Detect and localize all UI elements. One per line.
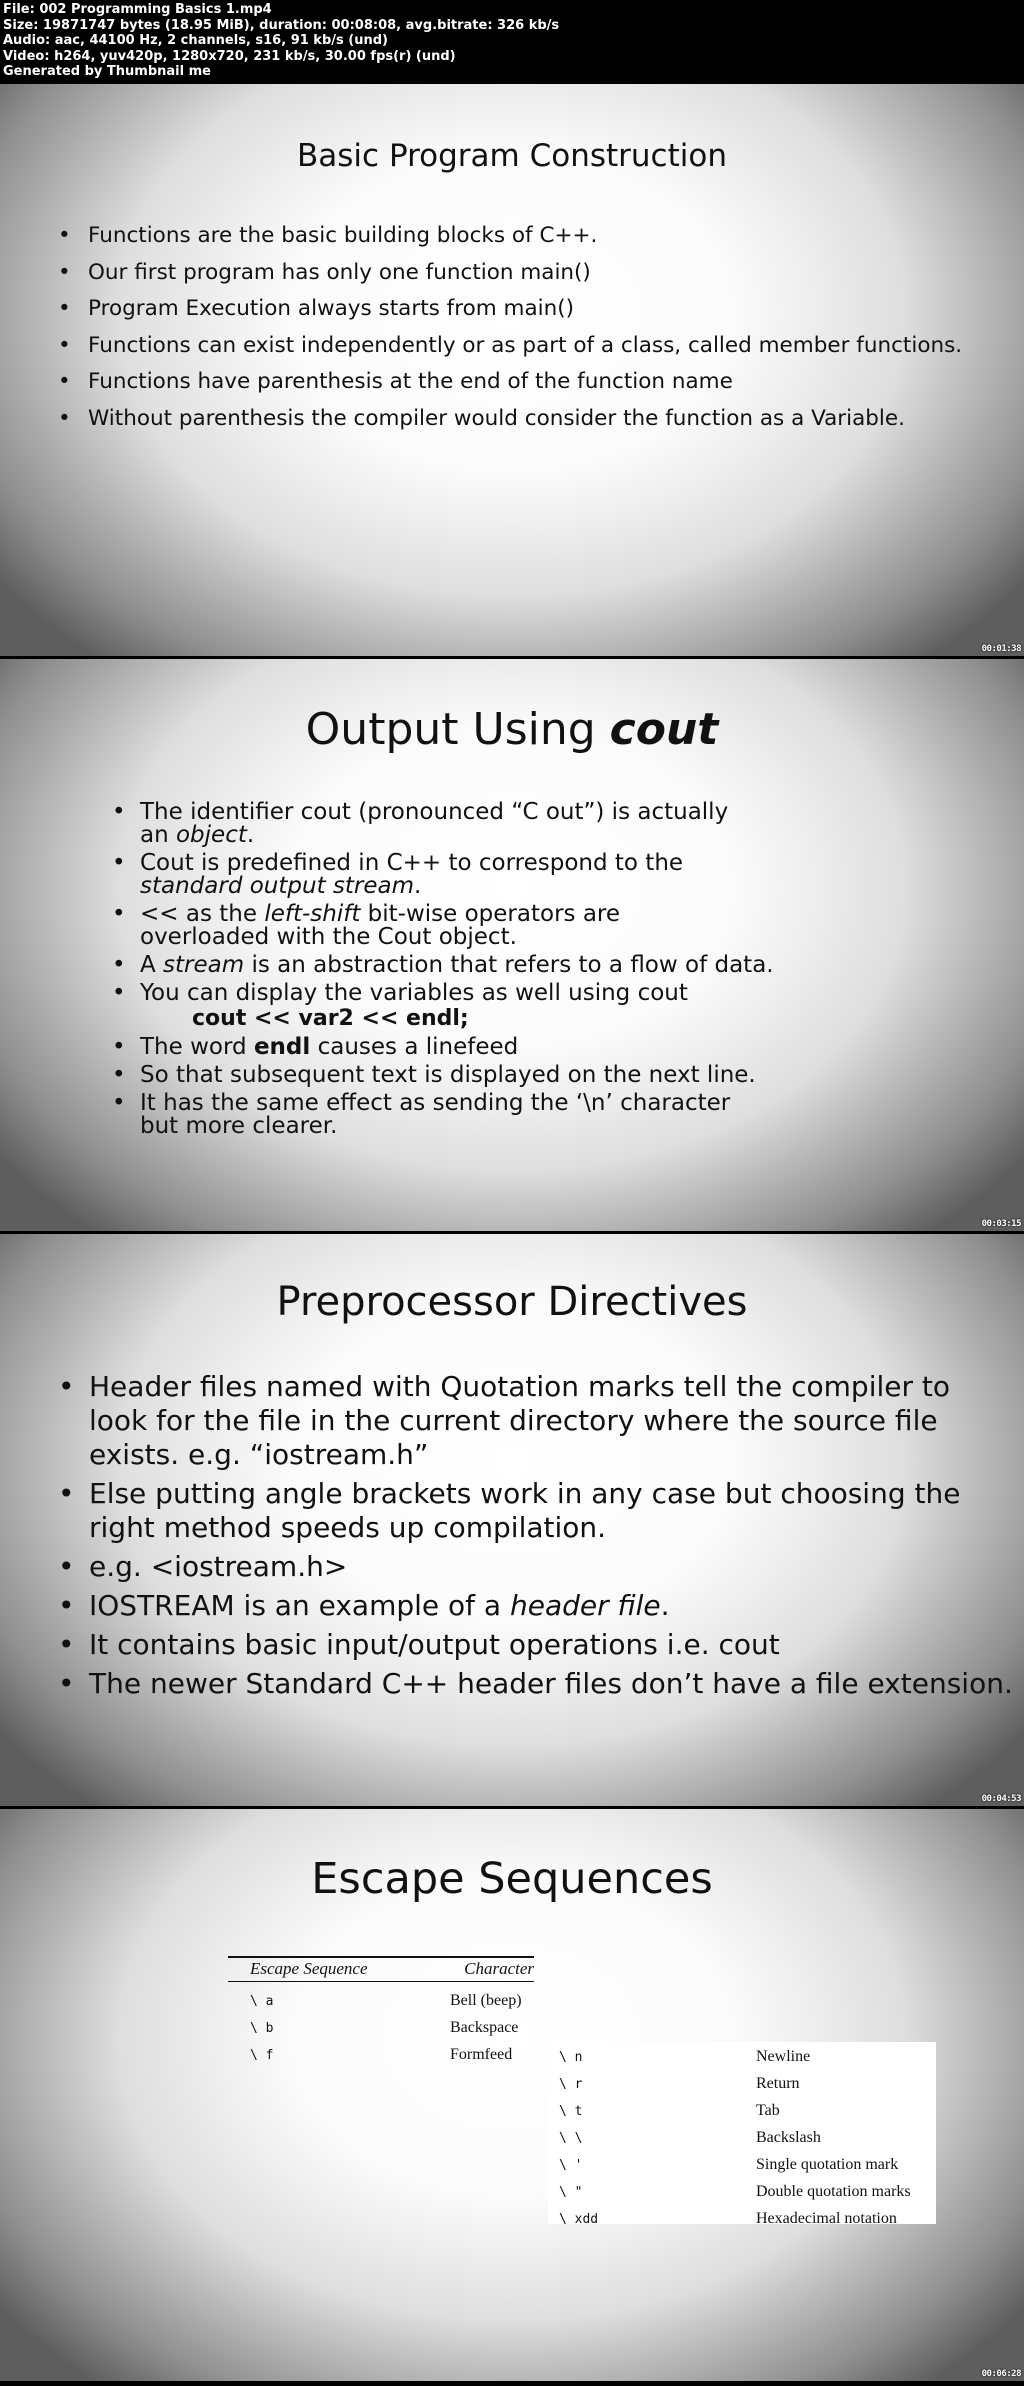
list-item: • Program Execution always starts from main() bbox=[58, 295, 962, 332]
list-item: • It has the same effect as sending the ‘\n’ character but more clearer. bbox=[112, 1092, 760, 1138]
slide-title: Basic Program Construction bbox=[297, 138, 727, 174]
bullet-emphasis: standard output stream bbox=[140, 873, 415, 899]
table-header-rule bbox=[228, 1981, 534, 1982]
table-row bbox=[548, 2075, 936, 2102]
size-info-line: Size: 19871747 bytes (18.95 MiB), duration: 00:08:08, avg.bitrate: 326 kb/s bbox=[3, 17, 560, 33]
list-item bbox=[112, 1036, 820, 1059]
frame-timestamp: 00:04:53 bbox=[981, 1794, 1021, 1804]
list-item: • e.g. <iostream.h> bbox=[58, 1550, 1013, 1584]
table-row bbox=[228, 1992, 534, 2019]
frame-timestamp: 00:03:15 bbox=[981, 1219, 1021, 1229]
escape-code: \ " bbox=[559, 2185, 583, 2200]
bullet-emphasis: left-shift bbox=[264, 901, 361, 927]
escape-meaning: Newline bbox=[756, 2048, 811, 2065]
list-item bbox=[112, 954, 820, 977]
table-row bbox=[548, 2183, 936, 2210]
list-item: • Header files named with Quotation marks tell the compiler to look for the file in the current directory where the source file exists. e.g. “iostream.h” bbox=[58, 1370, 994, 1472]
slide-title: Preprocessor Directives bbox=[276, 1279, 748, 1325]
escape-code: \ a bbox=[250, 1994, 274, 2009]
table-row bbox=[548, 2210, 936, 2237]
table-row bbox=[548, 2102, 936, 2129]
bullet-text: The word bbox=[140, 1034, 254, 1060]
bullet-text: Cout is predefined in C++ to correspond to the bbox=[140, 850, 684, 876]
escape-code: \ r bbox=[559, 2077, 583, 2092]
table-row bbox=[548, 2156, 936, 2183]
list-item: • You can display the variables as well using cout bbox=[112, 982, 820, 1005]
generator-info-line: Generated by Thumbnail me bbox=[3, 64, 211, 80]
escape-code: \ n bbox=[559, 2050, 583, 2065]
escape-code: \ xdd bbox=[559, 2212, 599, 2227]
bullet-emphasis: endl bbox=[253, 1034, 311, 1060]
bullet-text: . bbox=[246, 822, 255, 848]
list-item: • So that subsequent text is displayed on the next line. bbox=[112, 1064, 820, 1087]
slide-escape-sequences bbox=[0, 1809, 1024, 2381]
thumbnail-info-header bbox=[0, 0, 1024, 84]
table-row bbox=[228, 2046, 534, 2073]
list-item: • It contains basic input/output operations i.e. cout bbox=[58, 1628, 1013, 1662]
bullet-text: bit-wise operators are overloaded with the Cout object. bbox=[140, 901, 621, 950]
escape-code: \ \ bbox=[559, 2131, 583, 2146]
slide-title-emphasis: cout bbox=[609, 704, 719, 755]
escape-meaning: Single quotation mark bbox=[756, 2156, 899, 2173]
escape-meaning: Hexadecimal notation bbox=[756, 2210, 897, 2227]
bullet-list bbox=[112, 801, 820, 1143]
bullet-emphasis: object bbox=[175, 822, 247, 848]
bullet-text: IOSTREAM is an example of a bbox=[89, 1589, 510, 1622]
escape-code: \ b bbox=[250, 2021, 274, 2036]
slide-title: Escape Sequences bbox=[311, 1854, 713, 1904]
escape-meaning: Formfeed bbox=[450, 2046, 513, 2063]
audio-info-line: Audio: aac, 44100 Hz, 2 channels, s16, 91 kb/s (und) bbox=[3, 33, 388, 49]
table-row bbox=[548, 2048, 936, 2075]
bullet-text: The identifier cout (pronounced “C out”) is actually an bbox=[140, 799, 729, 848]
list-item bbox=[112, 903, 740, 949]
bullet-text: . bbox=[414, 873, 422, 899]
list-item bbox=[58, 1589, 1013, 1623]
list-item: • Else putting angle brackets work in any case but choosing the right method speeds up compilation. bbox=[58, 1477, 994, 1545]
frame-timestamp: 00:06:28 bbox=[981, 2369, 1021, 2379]
list-item: • The newer Standard C++ header files don’t have a file extension. bbox=[58, 1667, 1013, 1701]
escape-code: \ ' bbox=[559, 2158, 583, 2173]
list-item: • Our first program has only one function main() bbox=[58, 259, 962, 296]
frame-timestamp: 00:01:38 bbox=[981, 644, 1021, 654]
escape-table-right bbox=[548, 2042, 936, 2227]
list-item: • Functions are the basic building blocks of C++. bbox=[58, 222, 962, 259]
list-item: • Functions have parenthesis at the end of the function name bbox=[58, 368, 962, 405]
slide-title-plain: Output Using bbox=[305, 704, 610, 755]
list-item bbox=[112, 852, 700, 898]
bullet-list bbox=[58, 1370, 1013, 1706]
escape-code: \ t bbox=[559, 2104, 583, 2119]
escape-meaning: Backspace bbox=[450, 2019, 519, 2036]
list-item bbox=[112, 801, 760, 847]
video-info-line: Video: h264, yuv420p, 1280x720, 231 kb/s, 30.00 fps(r) (und) bbox=[3, 48, 456, 64]
escape-meaning: Backslash bbox=[756, 2129, 821, 2146]
bullet-emphasis: header file bbox=[509, 1589, 661, 1622]
bullet-list bbox=[58, 222, 962, 442]
escape-table-left bbox=[228, 1956, 534, 2073]
column-header-escape-sequence: Escape Sequence bbox=[250, 1959, 368, 1978]
bullet-emphasis: stream bbox=[163, 952, 245, 978]
bullet-text: << as the bbox=[140, 901, 265, 927]
bullet-text: causes a linefeed bbox=[310, 1034, 519, 1060]
escape-meaning: Bell (beep) bbox=[450, 1992, 522, 2009]
escape-meaning: Return bbox=[756, 2075, 800, 2092]
code-example: cout << var2 << endl; bbox=[192, 1006, 469, 1031]
escape-code: \ f bbox=[250, 2048, 274, 2063]
table-row bbox=[548, 2129, 936, 2156]
bullet-text: A bbox=[140, 952, 164, 978]
slide-basic-program-construction bbox=[0, 84, 1024, 656]
table-row bbox=[228, 2019, 534, 2046]
file-info-line: File: 002 Programming Basics 1.mp4 bbox=[3, 2, 272, 17]
slide-preprocessor-directives bbox=[0, 1234, 1024, 1806]
bullet-text: is an abstraction that refers to a flow of data. bbox=[244, 952, 774, 978]
slide-output-using-cout bbox=[0, 659, 1024, 1231]
list-item: • Without parenthesis the compiler would consider the function as a Variable. bbox=[58, 405, 962, 442]
slide-title bbox=[0, 704, 1024, 755]
column-header-character: Character bbox=[464, 1959, 534, 1978]
escape-meaning: Tab bbox=[756, 2102, 780, 2119]
escape-meaning: Double quotation marks bbox=[756, 2183, 911, 2200]
list-item: • Functions can exist independently or as part of a class, called member functions. bbox=[58, 332, 962, 369]
bullet-text: . bbox=[660, 1589, 670, 1622]
table-header bbox=[228, 1958, 534, 1981]
